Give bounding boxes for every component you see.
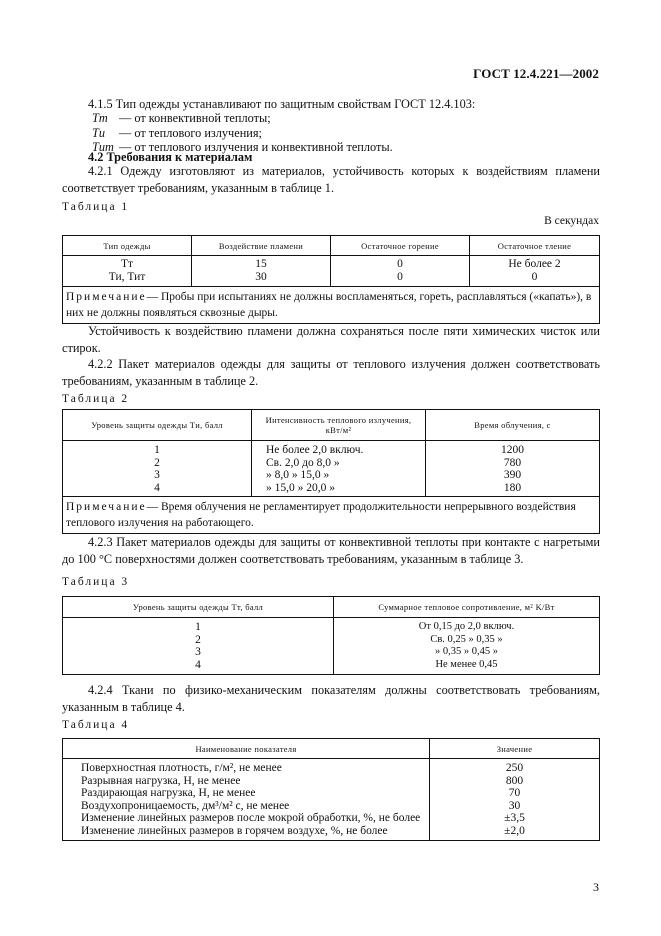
table-header: Наименование показателя (63, 739, 430, 759)
table-header: Уровень защиты одежды Tт, балл (63, 597, 334, 618)
table-3 (62, 596, 600, 675)
table-header: Значение (430, 739, 600, 759)
table-2-caption: Таблица 2 (62, 393, 130, 405)
table-cell: 1 2 3 4 (63, 441, 252, 497)
table-header: Время облучения, с (426, 410, 600, 441)
list-key: Tт (92, 111, 108, 125)
table-header: Интенсивность теплового излучения, кВт/м² (252, 410, 426, 441)
table-4-caption: Таблица 4 (62, 719, 130, 731)
table-cell: Поверхностная плотность, г/м², не менее Разрывная нагрузка, Н, не менее Раздирающая нагрузка, Н, не менее Воздухопроницаемость, дм³/м² с, не менее Изменение линейных размеров после мокрой обработки, %, не более Изменение линейных размеров в горячем воздухе, %, не более (63, 759, 430, 841)
table-header: Уровень защиты одежды Tи, балл (63, 410, 252, 441)
table-2 (62, 409, 600, 534)
table-cell: 0 0 (331, 256, 470, 287)
paragraph-4-2-2: 4.2.2 Пакет материалов одежды для защиты от теплового излучения должен соответствовать требованиям, указанным в таблице 2. (62, 357, 600, 388)
paragraph-4-2-4: 4.2.4 Ткани по физико-механическим показателям должны соответствовать требованиям, указанным в таблице 4. (62, 683, 600, 714)
paragraph-resistance: Устойчивость к воздействию пламени должна сохраняться после пяти химических чисток или стирок. (62, 324, 600, 355)
table-3-caption: Таблица 3 (62, 576, 130, 588)
table-header: Остаточное тление (470, 236, 600, 256)
table-cell: 250 800 70 30 ±3,5 ±2,0 (430, 759, 600, 841)
table-1-caption: Таблица 1 (62, 201, 130, 213)
table-cell: 15 30 (192, 256, 331, 287)
table-header: Остаточное горение (331, 236, 470, 256)
table-header: Воздействие пламени (192, 236, 331, 256)
table-header: Суммарное тепловое сопротивление, м² K/Вт (334, 597, 600, 618)
table-cell: 1 2 3 4 (63, 618, 334, 675)
table-cell: Не более 2 0 (470, 256, 600, 287)
table-2-note: Примечание— Время облучения не регламентирует продолжительности непрерывного воздействия теплового излучения на работающего. (63, 497, 600, 534)
table-cell: Не более 2,0 включ. Св. 2,0 до 8,0 » » 8,0 » 15,0 » » 15,0 » 20,0 » (252, 441, 426, 497)
table-cell: От 0,15 до 2,0 включ. Св. 0,25 » 0,35 » » 0,35 » 0,45 » Не менее 0,45 (334, 618, 600, 675)
paragraph-4-2-1: 4.2.1 Одежду изготовляют из материалов, устойчивость которых к воздействиям пламени соответствует требованиям, указанным в таблице 1. (62, 164, 600, 195)
table-header: Тип одежды (63, 236, 192, 256)
list-key: Tит (92, 140, 114, 154)
paragraph-4-1-5: 4.1.5 Тип одежды устанавливают по защитным свойствам ГОСТ 12.4.103: (88, 97, 476, 111)
list-value: — от теплового излучения и конвективной теплоты. (119, 140, 393, 154)
clothing-type-list (92, 111, 393, 155)
table-4 (62, 738, 600, 841)
list-key: Tи (92, 125, 105, 140)
table-1-unit: В секундах (544, 215, 599, 227)
table-1-note: Примечание— Пробы при испытаниях не должны воспламеняться, гореть, расплавляться («капать»), в них не должны появляться сквозные дыры. (63, 287, 600, 324)
list-value: — от конвективной теплоты; (119, 111, 271, 125)
table-cell: Тт Ти, Тит (63, 256, 192, 287)
document-header: ГОСТ 12.4.221—2002 (473, 66, 599, 81)
paragraph-4-2-3: 4.2.3 Пакет материалов одежды для защиты от конвективной теплоты при контакте с нагретыми до 100 °С поверхностями должен соответствовать требованиям, указанным в таблице 3. (62, 535, 600, 566)
table-cell: 1200 780 390 180 (426, 441, 600, 497)
list-value: — от теплового излучения; (119, 125, 262, 140)
section-heading-4-2: 4.2 Требования к материалам (88, 150, 253, 164)
page-number: 3 (593, 880, 599, 894)
list-item (92, 126, 393, 141)
table-1 (62, 235, 600, 324)
list-item (92, 111, 393, 126)
